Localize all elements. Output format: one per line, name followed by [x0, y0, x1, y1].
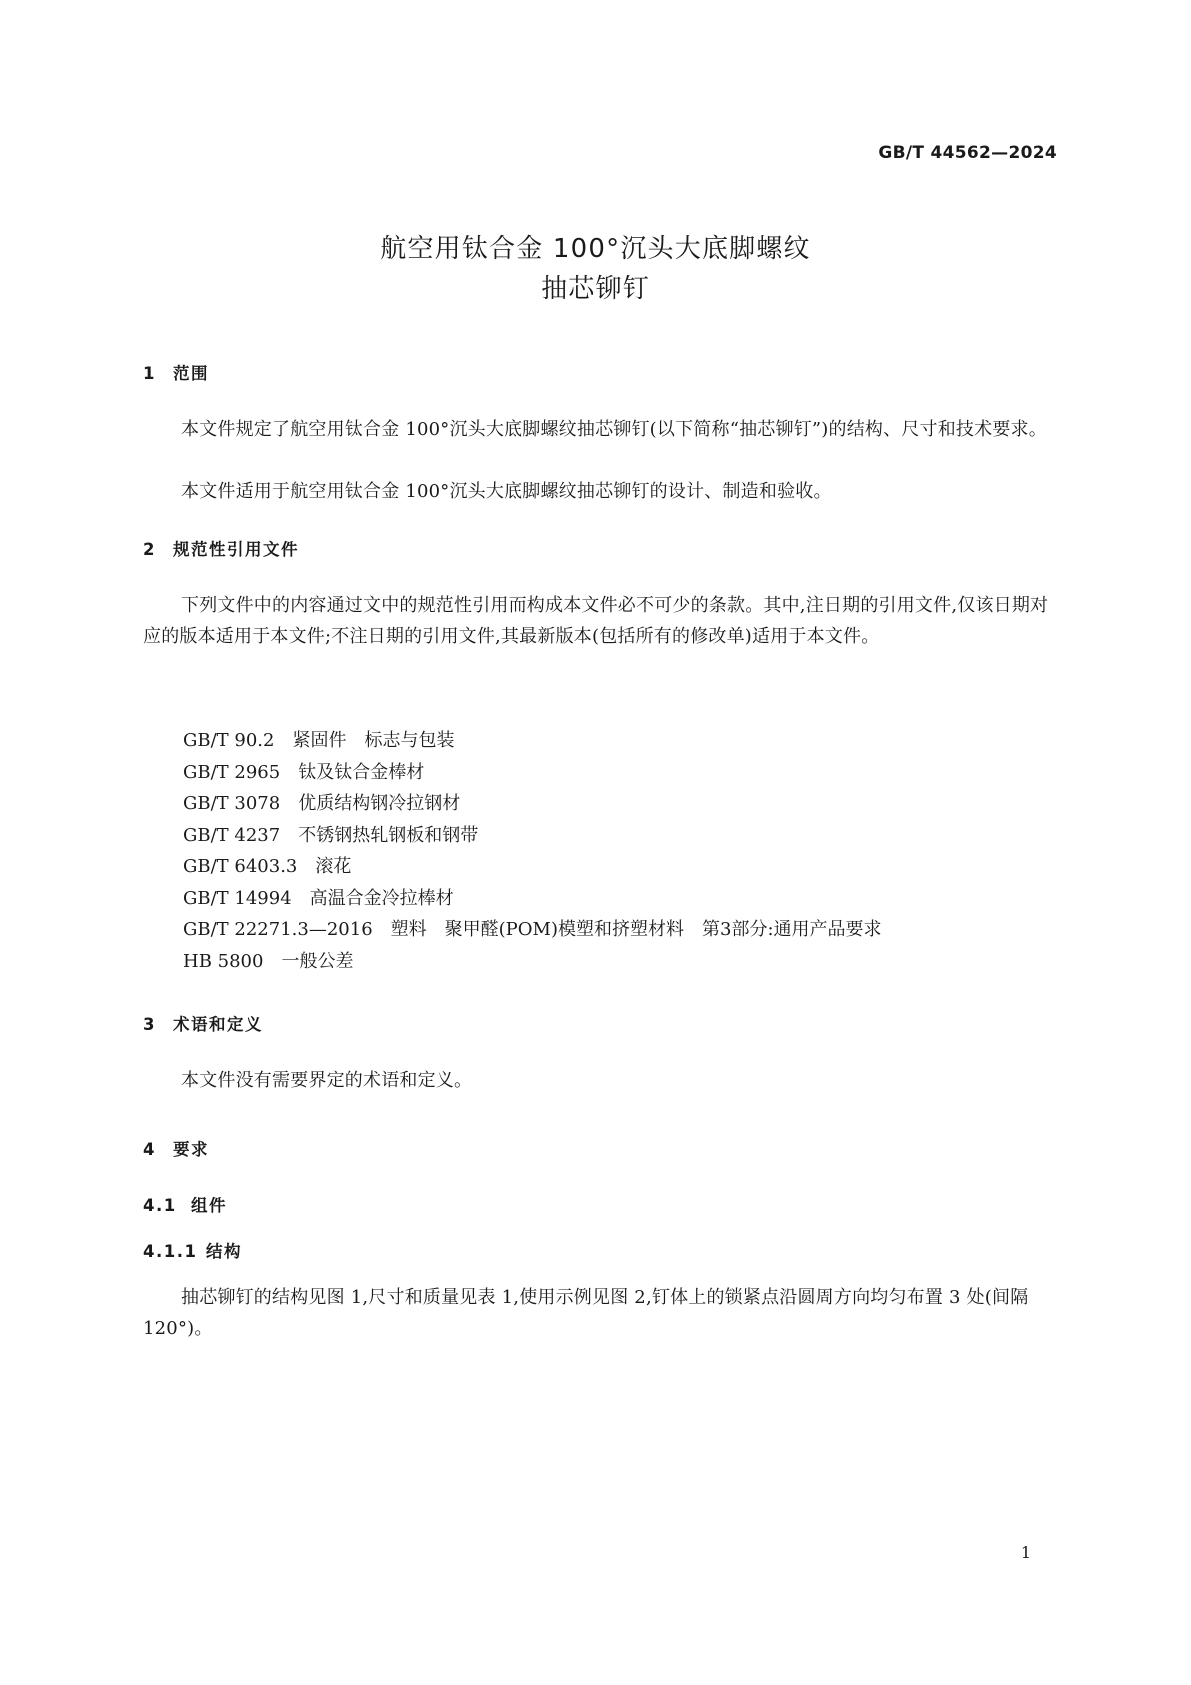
section-1-paragraph-1: 本文件规定了航空用钛合金 100°沉头大底脚螺纹抽芯铆钉(以下简称“抽芯铆钉”)的结构、尺寸和技术要求。 [181, 419, 1047, 440]
reference-item: GB/T 22271.3—2016 塑料 聚甲醛(POM)模塑和挤塑材料 第3部分:通用产品要求 [183, 919, 882, 940]
page-number: 1 [1020, 1543, 1031, 1562]
section-2-heading [143, 536, 299, 560]
section-number: 4 [143, 1140, 156, 1159]
section-title: 组件 [191, 1196, 227, 1215]
title-line-1: 航空用钛合金 100°沉头大底脚螺纹 [380, 234, 811, 264]
reference-item: GB/T 2965 钛及钛合金棒材 [183, 761, 425, 783]
reference-item: GB/T 3078 优质结构钢冷拉钢材 [183, 793, 461, 814]
section-title: 结构 [206, 1242, 242, 1261]
reference-item: GB/T 90.2 紧固件 标志与包装 [183, 730, 455, 751]
section-title: 要求 [173, 1140, 209, 1159]
section-3-heading [143, 1011, 263, 1035]
section-4-1-1-heading [143, 1238, 242, 1262]
section-number: 4.1 [143, 1196, 177, 1215]
section-4-heading [143, 1136, 209, 1160]
section-3-paragraph-1: 本文件没有需要界定的术语和定义。 [181, 1070, 473, 1091]
section-number: 1 [143, 364, 156, 383]
section-number: 4.1.1 [143, 1242, 198, 1261]
section-4-1-1-paragraph-1: 抽芯铆钉的结构见图 1,尺寸和质量见表 1,使用示例见图 2,钉体上的锁紧点沿圆周方向均匀布置 3 处(间隔 120°)。 [143, 1287, 1029, 1339]
title-line-2: 抽芯铆钉 [541, 274, 650, 304]
section-number: 3 [143, 1015, 156, 1034]
section-2-paragraph-1: 下列文件中的内容通过文中的规范性引用而构成本文件必不可少的条款。其中,注日期的引用文件,仅该日期对应的版本适用于本文件;不注日期的引用文件,其最新版本(包括所有的修改单)适用于本文件。 [143, 595, 1049, 647]
section-1-paragraph-2: 本文件适用于航空用钛合金 100°沉头大底脚螺纹抽芯铆钉的设计、制造和验收。 [181, 481, 832, 502]
document-code: GB/T 44562—2024 [878, 143, 1057, 163]
section-1-heading [143, 360, 209, 384]
section-title: 范围 [173, 364, 209, 383]
reference-item: GB/T 14994 高温合金冷拉棒材 [183, 887, 454, 909]
normative-references-list [183, 725, 882, 977]
reference-item: GB/T 4237 不锈钢热轧钢板和钢带 [183, 824, 479, 846]
section-title: 规范性引用文件 [173, 540, 299, 559]
section-title: 术语和定义 [173, 1015, 263, 1034]
reference-item: HB 5800 一般公差 [183, 950, 354, 972]
section-number: 2 [143, 540, 156, 559]
section-4-1-heading [143, 1192, 227, 1216]
reference-item: GB/T 6403.3 滚花 [183, 856, 352, 877]
